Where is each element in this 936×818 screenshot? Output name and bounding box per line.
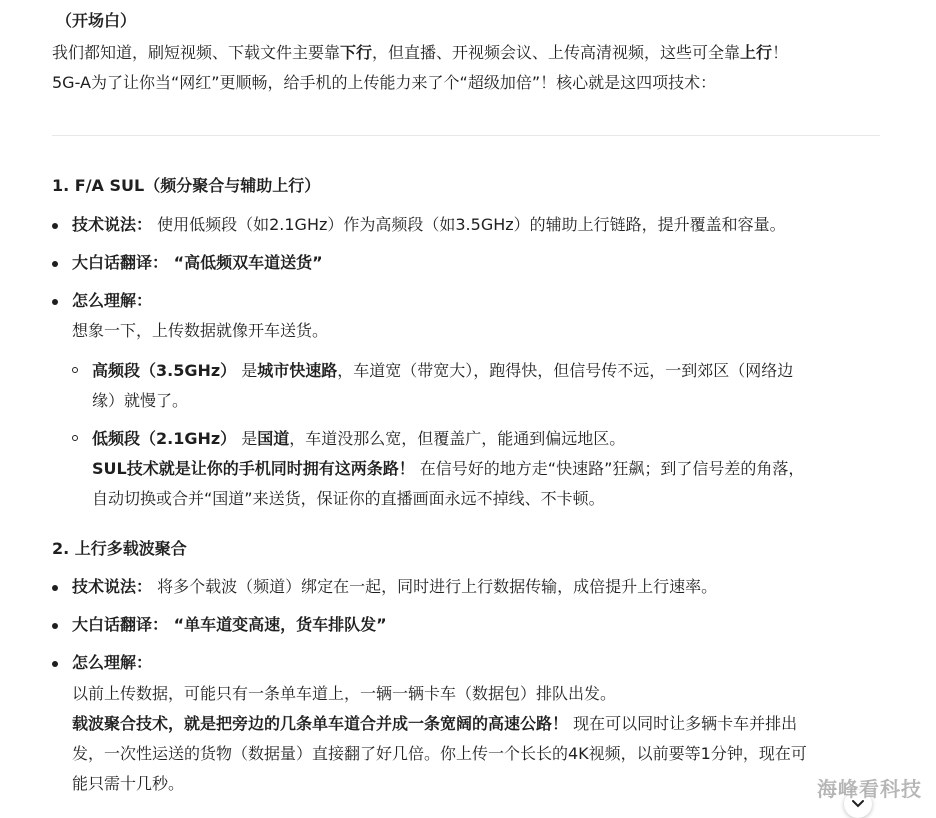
- intro-heading: （开场白）: [56, 11, 137, 30]
- sub-text: 是: [236, 429, 258, 448]
- sub-bold: 城市快速路: [257, 361, 338, 380]
- bullet-dot: [52, 299, 58, 305]
- section-2-heading: 2. 上行多载波聚合: [52, 539, 187, 558]
- para-bold: 载波聚合技术，就是把旁边的几条单车道合并成一条宽阔的高速公路！: [72, 714, 569, 733]
- understand-text-1: 想象一下，上传数据就像开车送货。: [72, 321, 329, 340]
- sub-text: ，车道没那么宽，但覆盖广，能通到偏远地区。: [289, 429, 626, 448]
- para-line: 以前上传数据，可能只有一条单车道上，一辆一辆卡车（数据包）排队出发。: [72, 684, 617, 703]
- para-line: 能只需十几秒。: [72, 774, 185, 793]
- intro-text: ！: [772, 43, 789, 62]
- bullet-bold-text: “高低频双车道送货”: [168, 253, 323, 272]
- para-line: 发，一次性运送的货物（数据量）直接翻了好几倍。你上传一个长长的4K视频，以前要等1分钟，现在可: [72, 744, 807, 763]
- understand-text-2: [72, 679, 807, 799]
- sub-text: 在信号好的地方走“快速路”狂飙；到了信号差的角落，: [414, 459, 805, 478]
- sub-text: 自动切换或合并“国道”来送货，保证你的直播画面永远不掉线、不卡顿。: [92, 489, 605, 508]
- bullet-dot: [52, 223, 58, 229]
- sub-text: 是: [236, 361, 258, 380]
- sub-bullet-circle: [72, 367, 78, 373]
- bullet-text: 使用低频段（如2.1GHz）作为高频段（如3.5GHz）的辅助上行链路，提升覆盖和容量。: [152, 215, 786, 234]
- sub-label: 低频段（2.1GHz）: [92, 429, 237, 448]
- bullet-label: 技术说法：: [72, 215, 153, 234]
- intro-bold-downlink: 下行: [340, 43, 373, 62]
- bullet-label: 怎么理解：: [72, 653, 153, 672]
- bullet-label: 怎么理解：: [72, 291, 153, 310]
- intro-bold-uplink: 上行: [740, 43, 773, 62]
- sub-label: 高频段（3.5GHz）: [92, 361, 237, 380]
- intro-text: 我们都知道，刷短视频、下载文件主要靠: [52, 43, 341, 62]
- bullet-label: 大白话翻译：: [72, 253, 169, 272]
- sub-text: ，车道宽（带宽大），跑得快，但信号传不远，一到郊区（网络边: [337, 361, 794, 380]
- bullet-dot: [52, 661, 58, 667]
- bullet-text: 将多个载波（频道）绑定在一起，同时进行上行数据传输，成倍提升上行速率。: [152, 577, 718, 596]
- bullet-dot: [52, 261, 58, 267]
- intro-paragraph-line-2: 5G-A为了让你当“网红”更顺畅，给手机的上传能力来了个“超级加倍”！核心就是这四项技术：: [52, 73, 717, 92]
- bullet-bold-text: “单车道变高速，货车排队发”: [168, 615, 387, 634]
- bullet-label: 技术说法：: [72, 577, 153, 596]
- sub-bold: 国道: [257, 429, 290, 448]
- intro-text: ，但直播、开视频会议、上传高清视频，这些可全靠: [372, 43, 741, 62]
- sub-text: 缘）就慢了。: [92, 391, 189, 410]
- bullet-label: 大白话翻译：: [72, 615, 169, 634]
- para-line: 现在可以同时让多辆卡车并排出: [568, 714, 798, 733]
- sub-bold: SUL技术就是让你的手机同时拥有这两条路！: [92, 459, 415, 478]
- bullet-dot: [52, 585, 58, 591]
- bullet-dot: [52, 623, 58, 629]
- watermark: 海峰看科技: [817, 777, 922, 801]
- section-1-heading: 1. F/A SUL（频分聚合与辅助上行）: [52, 176, 321, 195]
- divider: [52, 135, 880, 136]
- sub-bullet-circle: [72, 435, 78, 441]
- intro-paragraph-line-1: [52, 38, 788, 68]
